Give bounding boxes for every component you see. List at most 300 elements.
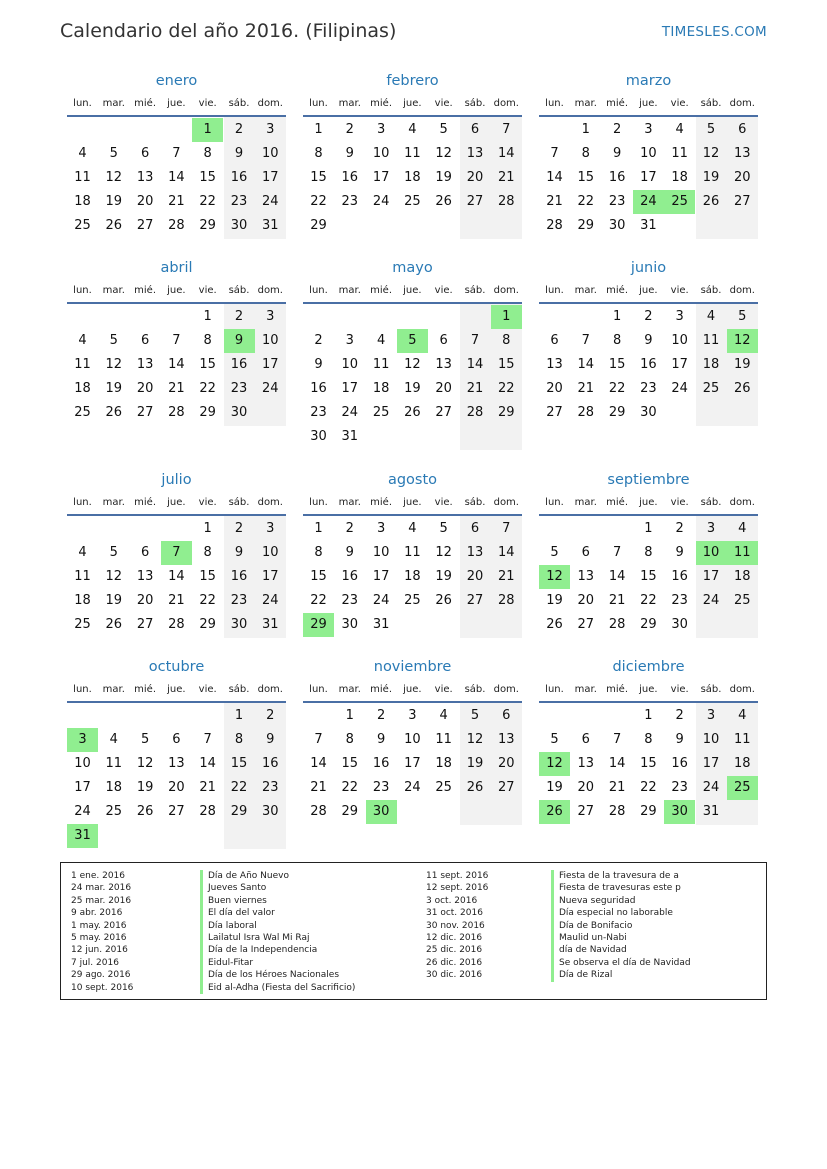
- holiday-day-cell: 30: [664, 800, 695, 824]
- day-cell: 2: [644, 309, 653, 324]
- weekday-header: lun.: [309, 497, 328, 508]
- legend-names-col-1: [208, 870, 355, 994]
- day-cell: 14: [608, 569, 626, 584]
- day-cell: 1: [345, 708, 354, 723]
- weekday-header: mié.: [134, 684, 157, 695]
- day-cell: 27: [546, 405, 563, 420]
- day-cell: 18: [74, 593, 91, 608]
- day-cell: 6: [738, 122, 747, 137]
- day-cell: 15: [640, 569, 657, 584]
- day-cell: 28: [577, 405, 595, 420]
- weekday-header: mié.: [370, 497, 393, 508]
- day-cell: 31: [372, 617, 390, 632]
- day-cell: 23: [671, 593, 688, 608]
- day-cell: 19: [546, 593, 563, 608]
- day-cell: 19: [105, 381, 123, 396]
- month-noviembre: [303, 659, 522, 859]
- day-cell: 26: [734, 381, 751, 396]
- day-cell: 25: [734, 593, 751, 608]
- day-cell: 13: [466, 545, 484, 560]
- day-cell: 26: [466, 780, 484, 795]
- day-cell: 7: [172, 146, 181, 161]
- day-cell: 14: [310, 756, 327, 771]
- holiday-legend: [60, 862, 767, 1000]
- day-cell: 24: [671, 381, 688, 396]
- weekday-header: vie.: [198, 497, 217, 508]
- day-cell: 16: [230, 357, 248, 372]
- weekday-header: jue.: [403, 684, 422, 695]
- day-cell: 8: [612, 333, 622, 348]
- day-cell: 26: [435, 194, 452, 209]
- day-cell: 8: [581, 146, 590, 161]
- day-cell: 6: [581, 732, 590, 747]
- month-diciembre: [539, 659, 758, 859]
- month-name: febrero: [386, 73, 439, 89]
- day-cell: 2: [234, 521, 244, 536]
- weekday-header: lun.: [545, 98, 564, 109]
- day-cell: 20: [577, 780, 595, 795]
- weekday-header: jue.: [639, 285, 658, 296]
- day-cell: 12: [435, 545, 452, 560]
- legend-holiday-name: Día de Rizal: [559, 970, 613, 981]
- day-cell: 13: [546, 357, 563, 372]
- month-name: diciembre: [612, 659, 685, 675]
- day-cell: 18: [734, 569, 751, 584]
- day-cell: 17: [640, 170, 657, 185]
- day-cell: 1: [581, 122, 590, 137]
- day-cell: 4: [439, 708, 448, 723]
- day-cell: 12: [435, 146, 452, 161]
- day-cell: 4: [78, 545, 87, 560]
- day-cell: 4: [78, 146, 87, 161]
- day-cell: 28: [168, 405, 185, 420]
- day-cell: 26: [105, 218, 123, 233]
- day-cell: 8: [203, 545, 212, 560]
- weekday-header: sáb.: [700, 497, 722, 508]
- weekday-header: sáb.: [700, 684, 722, 695]
- day-cell: 9: [314, 357, 323, 372]
- day-cell: 20: [577, 593, 595, 608]
- day-cell: 27: [136, 405, 154, 420]
- day-cell: 20: [498, 756, 515, 771]
- day-cell: 30: [230, 405, 248, 420]
- day-cell: 18: [734, 756, 751, 771]
- day-cell: 17: [262, 170, 279, 185]
- holiday-day-cell: 26: [539, 800, 570, 824]
- weekday-header: vie.: [670, 285, 689, 296]
- day-cell: 17: [702, 569, 720, 584]
- day-cell: 27: [577, 804, 595, 819]
- weekday-header: lun.: [309, 98, 328, 109]
- day-cell: 12: [136, 756, 154, 771]
- legend-holiday-name: Jueves Santo: [208, 883, 267, 894]
- day-cell: 21: [168, 593, 185, 608]
- day-cell: 25: [74, 218, 91, 233]
- day-cell: 3: [266, 309, 275, 324]
- day-cell: 29: [640, 804, 657, 819]
- day-cell: 24: [74, 804, 91, 819]
- weekday-header: jue.: [403, 285, 422, 296]
- day-cell: 9: [675, 732, 684, 747]
- day-cell: 14: [608, 756, 626, 771]
- legend-date: 10 sept. 2016: [71, 982, 134, 993]
- legend-holiday-name: Día de Año Nuevo: [208, 871, 289, 881]
- day-cell: 1: [203, 309, 212, 324]
- day-cell: 21: [498, 170, 515, 185]
- day-cell: 27: [168, 804, 185, 819]
- weekday-header: lun.: [73, 684, 92, 695]
- day-cell: 13: [577, 569, 595, 584]
- day-cell: 14: [498, 146, 515, 161]
- day-cell: 9: [234, 146, 244, 161]
- day-cell: 14: [546, 170, 563, 185]
- day-cell: 10: [640, 146, 657, 161]
- day-cell: 3: [376, 521, 386, 536]
- day-cell: 10: [702, 732, 720, 747]
- legend-holiday-name: Día de la Independencia: [208, 945, 318, 956]
- day-cell: 6: [140, 545, 150, 560]
- page-title: Calendario del año 2016. (Filipinas): [60, 20, 397, 42]
- day-cell: 19: [105, 194, 123, 209]
- day-cell: 4: [376, 333, 386, 348]
- day-cell: 4: [675, 122, 684, 137]
- month-name: marzo: [625, 73, 672, 89]
- holiday-day-cell: 11: [727, 541, 758, 565]
- day-cell: 28: [199, 804, 216, 819]
- day-cell: 22: [608, 381, 626, 396]
- day-cell: 15: [199, 170, 216, 185]
- day-cell: 12: [105, 569, 123, 584]
- day-cell: 22: [310, 593, 327, 608]
- legend-marker-bar-2: [551, 870, 554, 982]
- weekday-header: mar.: [102, 497, 125, 508]
- day-cell: 27: [435, 405, 452, 420]
- day-cell: 6: [172, 732, 181, 747]
- day-cell: 24: [341, 405, 359, 420]
- day-cell: 30: [608, 218, 626, 233]
- day-cell: 20: [466, 569, 484, 584]
- day-cell: 3: [266, 122, 275, 137]
- legend-holiday-name: Se observa el día de Navidad: [559, 957, 691, 968]
- weekday-header: mar.: [574, 684, 597, 695]
- day-cell: 21: [608, 780, 626, 795]
- day-cell: 7: [581, 333, 590, 348]
- day-cell: 18: [671, 170, 688, 185]
- day-cell: 17: [74, 780, 91, 795]
- weekday-header: vie.: [198, 285, 217, 296]
- day-cell: 25: [74, 617, 91, 632]
- day-cell: 8: [314, 545, 323, 560]
- day-cell: 29: [199, 617, 216, 632]
- day-cell: 13: [498, 732, 515, 747]
- day-cell: 27: [466, 593, 484, 608]
- day-cell: 26: [136, 804, 154, 819]
- weekday-header: sáb.: [228, 98, 250, 109]
- weekday-header: mar.: [102, 98, 125, 109]
- weekday-header: mié.: [606, 98, 629, 109]
- day-cell: 4: [738, 708, 747, 723]
- day-cell: 13: [577, 756, 595, 771]
- day-cell: 23: [230, 194, 248, 209]
- weekday-header: sáb.: [464, 684, 486, 695]
- holiday-day-cell: 12: [539, 752, 570, 776]
- day-cell: 16: [372, 756, 390, 771]
- day-cell: 17: [372, 569, 390, 584]
- day-cell: 25: [435, 780, 452, 795]
- day-cell: 8: [502, 333, 511, 348]
- holiday-day-cell: 1: [491, 305, 522, 329]
- day-cell: 24: [262, 381, 279, 396]
- month-name: agosto: [387, 472, 438, 488]
- day-cell: 8: [203, 146, 212, 161]
- day-cell: 21: [577, 381, 595, 396]
- day-cell: 11: [404, 146, 421, 161]
- day-cell: 26: [546, 617, 563, 632]
- day-cell: 10: [74, 756, 91, 771]
- month-name: abril: [160, 260, 193, 276]
- weekday-header: lun.: [309, 285, 328, 296]
- day-cell: 24: [702, 593, 720, 608]
- weekday-header: jue.: [639, 684, 658, 695]
- day-cell: 19: [435, 569, 452, 584]
- weekday-header: jue.: [167, 497, 186, 508]
- holiday-day-cell: 29: [303, 613, 334, 637]
- day-cell: 25: [372, 405, 390, 420]
- day-cell: 17: [372, 170, 390, 185]
- holiday-day-cell: 12: [727, 329, 758, 353]
- weekday-header: mié.: [134, 497, 157, 508]
- day-cell: 30: [230, 218, 248, 233]
- day-cell: 24: [404, 780, 421, 795]
- day-cell: 1: [644, 521, 653, 536]
- legend-date: 12 sept. 2016: [426, 883, 489, 894]
- day-cell: 20: [136, 194, 154, 209]
- day-cell: 21: [546, 194, 563, 209]
- weekday-header: vie.: [670, 684, 689, 695]
- holiday-day-cell: 25: [664, 190, 695, 214]
- day-cell: 17: [262, 357, 279, 372]
- day-cell: 29: [608, 405, 626, 420]
- month-abril: [67, 260, 286, 460]
- day-cell: 5: [109, 333, 118, 348]
- brand-logo-text[interactable]: TIMESLES.COM: [661, 24, 767, 40]
- legend-dates-col-2: [426, 870, 488, 982]
- day-cell: 16: [671, 569, 688, 584]
- day-cell: 30: [262, 804, 279, 819]
- day-cell: 1: [314, 122, 323, 137]
- day-cell: 3: [408, 708, 417, 723]
- day-cell: 28: [608, 617, 626, 632]
- day-cell: 29: [199, 218, 216, 233]
- day-cell: 2: [675, 521, 684, 536]
- day-cell: 12: [105, 170, 123, 185]
- day-cell: 15: [341, 756, 359, 771]
- month-name: mayo: [392, 260, 433, 276]
- weekday-header: dom.: [257, 684, 283, 695]
- legend-date: 11 sept. 2016: [426, 871, 489, 881]
- day-cell: 5: [738, 309, 747, 324]
- day-cell: 18: [74, 194, 91, 209]
- month-name: septiembre: [607, 472, 690, 488]
- weekday-header: mié.: [370, 684, 393, 695]
- day-cell: 30: [671, 617, 688, 632]
- day-cell: 21: [168, 194, 185, 209]
- weekday-header: mar.: [102, 285, 125, 296]
- day-cell: 24: [262, 194, 279, 209]
- day-cell: 14: [577, 357, 595, 372]
- day-cell: 2: [612, 122, 622, 137]
- day-cell: 10: [262, 333, 279, 348]
- legend-dates-col-1: [71, 870, 133, 994]
- legend-holiday-name: Maulid un-Nabi: [559, 932, 627, 943]
- legend-date: 25 dic. 2016: [426, 945, 483, 956]
- day-cell: 30: [230, 617, 248, 632]
- day-cell: 7: [314, 732, 323, 747]
- day-cell: 22: [640, 593, 657, 608]
- day-cell: 26: [702, 194, 720, 209]
- legend-holiday-name: Día de los Héroes Nacionales: [208, 970, 340, 981]
- legend-date: 24 mar. 2016: [71, 883, 132, 894]
- day-cell: 13: [136, 357, 154, 372]
- day-cell: 14: [168, 569, 185, 584]
- day-cell: 29: [577, 218, 595, 233]
- day-cell: 6: [140, 333, 150, 348]
- day-cell: 8: [345, 732, 354, 747]
- weekday-header: lun.: [545, 684, 564, 695]
- day-cell: 9: [644, 333, 653, 348]
- day-cell: 16: [230, 170, 248, 185]
- weekday-header: vie.: [434, 684, 453, 695]
- day-cell: 6: [581, 545, 590, 560]
- day-cell: 25: [74, 405, 91, 420]
- weekday-header: sáb.: [228, 285, 250, 296]
- day-cell: 12: [404, 357, 421, 372]
- month-name: noviembre: [373, 659, 452, 675]
- legend-date: 25 mar. 2016: [71, 895, 132, 906]
- day-cell: 23: [310, 405, 327, 420]
- day-cell: 22: [199, 194, 216, 209]
- day-cell: 22: [199, 593, 216, 608]
- weekday-header: sáb.: [464, 497, 486, 508]
- day-cell: 11: [372, 357, 390, 372]
- day-cell: 26: [404, 405, 421, 420]
- day-cell: 8: [644, 545, 653, 560]
- day-cell: 27: [466, 194, 484, 209]
- day-cell: 23: [262, 780, 279, 795]
- day-cell: 22: [577, 194, 595, 209]
- day-cell: 27: [136, 218, 154, 233]
- day-cell: 15: [640, 756, 657, 771]
- day-cell: 20: [435, 381, 452, 396]
- day-cell: 20: [168, 780, 185, 795]
- day-cell: 17: [262, 569, 279, 584]
- day-cell: 6: [140, 146, 150, 161]
- day-cell: 27: [734, 194, 751, 209]
- day-cell: 22: [498, 381, 515, 396]
- day-cell: 4: [78, 333, 87, 348]
- day-cell: 2: [266, 708, 275, 723]
- weekday-header: mar.: [338, 684, 361, 695]
- day-cell: 19: [136, 780, 154, 795]
- day-cell: 26: [435, 593, 452, 608]
- day-cell: 11: [404, 545, 421, 560]
- day-cell: 19: [105, 593, 123, 608]
- day-cell: 8: [314, 146, 323, 161]
- day-cell: 20: [136, 593, 154, 608]
- weekday-header: dom.: [257, 497, 283, 508]
- weekday-header: mié.: [370, 285, 393, 296]
- month-octubre: [67, 659, 286, 859]
- day-cell: 24: [372, 593, 390, 608]
- day-cell: 24: [702, 780, 720, 795]
- day-cell: 5: [140, 732, 150, 747]
- day-cell: 24: [372, 194, 390, 209]
- day-cell: 26: [105, 405, 123, 420]
- day-cell: 19: [734, 357, 751, 372]
- legend-date: 5 may. 2016: [71, 932, 127, 943]
- day-cell: 5: [439, 521, 448, 536]
- day-cell: 10: [262, 146, 279, 161]
- day-cell: 19: [404, 381, 421, 396]
- day-cell: 3: [266, 521, 275, 536]
- day-cell: 16: [671, 756, 688, 771]
- weekday-header: vie.: [434, 98, 453, 109]
- day-cell: 5: [109, 545, 118, 560]
- day-cell: 15: [310, 569, 327, 584]
- month-agosto: [303, 472, 522, 672]
- day-cell: 9: [675, 545, 684, 560]
- day-cell: 23: [230, 593, 248, 608]
- legend-holiday-name: Fiesta de la travesura de a: [559, 871, 679, 881]
- legend-date: 1 ene. 2016: [71, 871, 125, 881]
- legend-marker-bar-1: [200, 870, 203, 994]
- day-cell: 14: [168, 170, 185, 185]
- weekday-header: jue.: [403, 98, 422, 109]
- day-cell: 16: [262, 756, 279, 771]
- weekday-header: vie.: [670, 497, 689, 508]
- day-cell: 14: [199, 756, 216, 771]
- weekday-header: dom.: [729, 285, 755, 296]
- day-cell: 3: [345, 333, 354, 348]
- day-cell: 28: [466, 405, 484, 420]
- weekday-header: mar.: [574, 98, 597, 109]
- day-cell: 1: [203, 521, 212, 536]
- day-cell: 15: [577, 170, 595, 185]
- holiday-day-cell: 30: [366, 800, 397, 824]
- weekday-header: mié.: [370, 98, 393, 109]
- day-cell: 23: [341, 593, 359, 608]
- weekday-header: sáb.: [700, 98, 722, 109]
- day-cell: 22: [199, 381, 216, 396]
- day-cell: 11: [734, 732, 751, 747]
- day-cell: 9: [612, 146, 622, 161]
- legend-date: 31 oct. 2016: [426, 908, 483, 919]
- day-cell: 19: [546, 780, 563, 795]
- day-cell: 12: [466, 732, 484, 747]
- legend-date: 1 may. 2016: [71, 920, 127, 931]
- legend-date: 9 abr. 2016: [71, 908, 123, 919]
- day-cell: 30: [341, 617, 359, 632]
- day-cell: 28: [546, 218, 563, 233]
- holiday-day-cell: 9: [224, 329, 255, 353]
- day-cell: 27: [577, 617, 595, 632]
- month-septiembre: [539, 472, 758, 672]
- day-cell: 20: [466, 170, 484, 185]
- day-cell: 25: [404, 593, 421, 608]
- day-cell: 20: [734, 170, 751, 185]
- day-cell: 15: [199, 569, 216, 584]
- day-cell: 6: [550, 333, 559, 348]
